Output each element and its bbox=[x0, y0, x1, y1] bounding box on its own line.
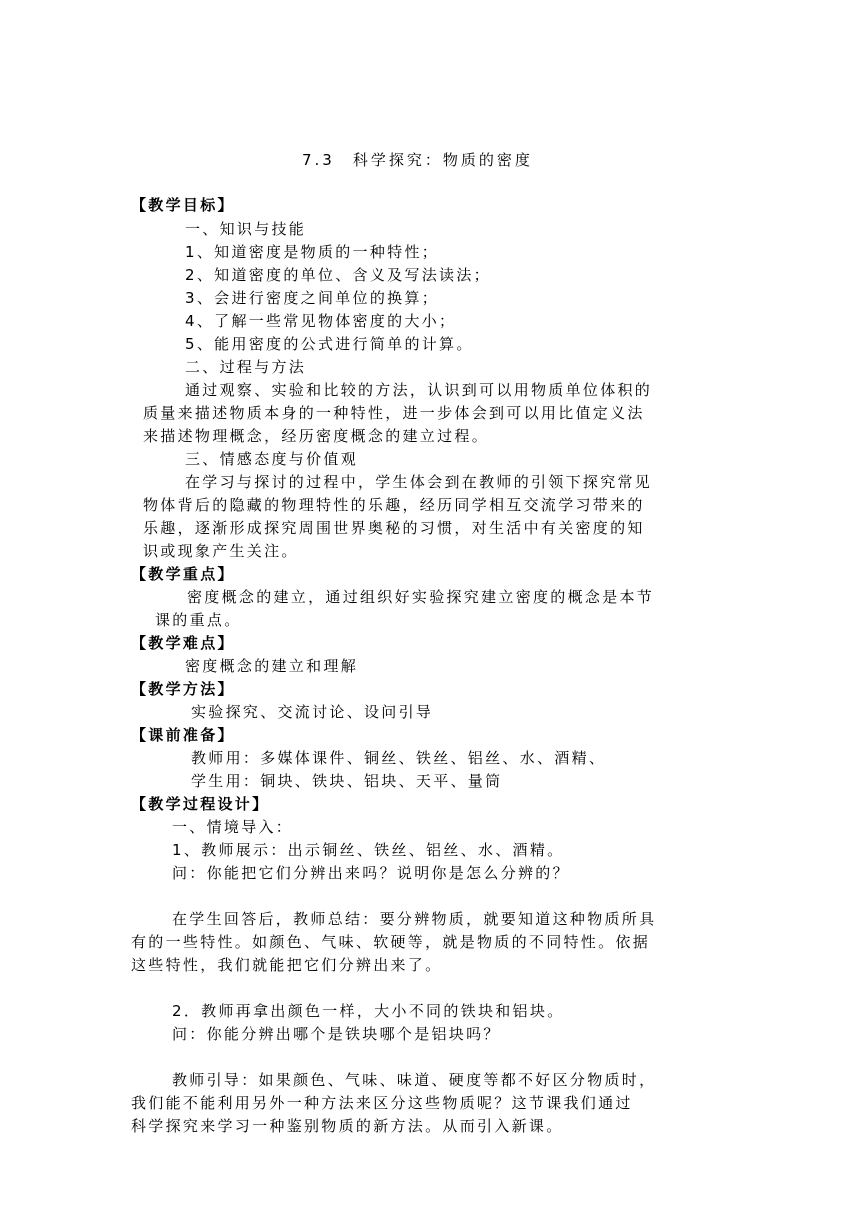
paragraph-line: 问：你能分辨出哪个是铁块哪个是铝块吗？ bbox=[172, 1025, 501, 1043]
subheading-emotion: 三、情感态度与价值观 bbox=[185, 450, 359, 468]
subheading-intro: 一、情境导入： bbox=[172, 818, 294, 836]
paragraph-line: 密度概念的建立，通过组织好实验探究建立密度的概念是本节 bbox=[187, 588, 655, 606]
list-item: 3、会进行密度之间单位的换算； bbox=[185, 289, 440, 307]
paragraph-line: 这些特性，我们就能把它们分辨出来了。 bbox=[131, 956, 443, 974]
paragraph-line: 2．教师再拿出颜色一样，大小不同的铁块和铝块。 bbox=[172, 1002, 565, 1020]
paragraph-line: 教师用：多媒体课件、铜丝、铁丝、铝丝、水、酒精、 bbox=[191, 749, 607, 767]
subheading-process: 二、过程与方法 bbox=[185, 358, 307, 376]
paragraph-line: 在学习与探讨的过程中，学生体会到在教师的引领下探究常见 bbox=[185, 473, 653, 491]
section-heading-methods: 【教学方法】 bbox=[131, 680, 235, 698]
paragraph-line: 我们能不能利用另外一种方法来区分这些物质呢？这节课我们通过 bbox=[131, 1094, 633, 1112]
paragraph-line: 实验探究、交流讨论、设问引导 bbox=[191, 703, 434, 721]
paragraph-line: 乐趣，逐渐形成探究周围世界奥秘的习惯，对生活中有关密度的知 bbox=[143, 519, 645, 537]
list-item: 1、知道密度是物质的一种特性； bbox=[185, 243, 440, 261]
paragraph-line: 教师引导：如果颜色、气味、味道、硬度等都不好区分物质时， bbox=[172, 1071, 657, 1089]
list-item: 5、能用密度的公式进行简单的计算。 bbox=[185, 335, 474, 353]
paragraph-line: 科学探究来学习一种鉴别物质的新方法。从而引入新课。 bbox=[131, 1117, 564, 1135]
list-item: 2、知道密度的单位、含义及写法读法； bbox=[185, 266, 491, 284]
paragraph-line: 1、教师展示：出示铜丝、铁丝、铝丝、水、酒精。 bbox=[172, 841, 565, 859]
section-heading-difficulties: 【教学难点】 bbox=[131, 634, 235, 652]
list-item: 4、了解一些常见物体密度的大小； bbox=[185, 312, 457, 330]
paragraph-line: 识或现象产生关注。 bbox=[143, 542, 299, 560]
subheading-knowledge: 一、知识与技能 bbox=[185, 220, 307, 238]
paragraph-line: 问：你能把它们分辨出来吗？说明你是怎么分辨的？ bbox=[172, 864, 570, 882]
paragraph-line: 有的一些特性。如颜色、气味、软硬等，就是物质的不同特性。依据 bbox=[131, 933, 651, 951]
paragraph-line: 质量来描述物质本身的一种特性，进一步体会到可以用比值定义法 bbox=[143, 404, 645, 422]
paragraph-line: 密度概念的建立和理解 bbox=[185, 657, 359, 675]
paragraph-line: 通过观察、实验和比较的方法，认识到可以用物质单位体积的 bbox=[185, 381, 653, 399]
paragraph-line: 来描述物理概念，经历密度概念的建立过程。 bbox=[143, 427, 490, 445]
section-heading-objectives: 【教学目标】 bbox=[131, 196, 235, 214]
section-heading-key-points: 【教学重点】 bbox=[131, 565, 235, 583]
page-title: 7.3 科学探究：物质的密度 bbox=[302, 151, 533, 169]
paragraph-line: 物体背后的隐藏的物理特性的乐趣，经历同学相互交流学习带来的 bbox=[143, 496, 645, 514]
paragraph-line: 学生用：铜块、铁块、铝块、天平、量筒 bbox=[191, 772, 503, 790]
paragraph-line: 课的重点。 bbox=[155, 611, 242, 629]
section-heading-preparation: 【课前准备】 bbox=[131, 726, 235, 744]
section-heading-process-design: 【教学过程设计】 bbox=[131, 795, 270, 813]
paragraph-line: 在学生回答后，教师总结：要分辨物质，就要知道这种物质所具 bbox=[172, 910, 657, 928]
